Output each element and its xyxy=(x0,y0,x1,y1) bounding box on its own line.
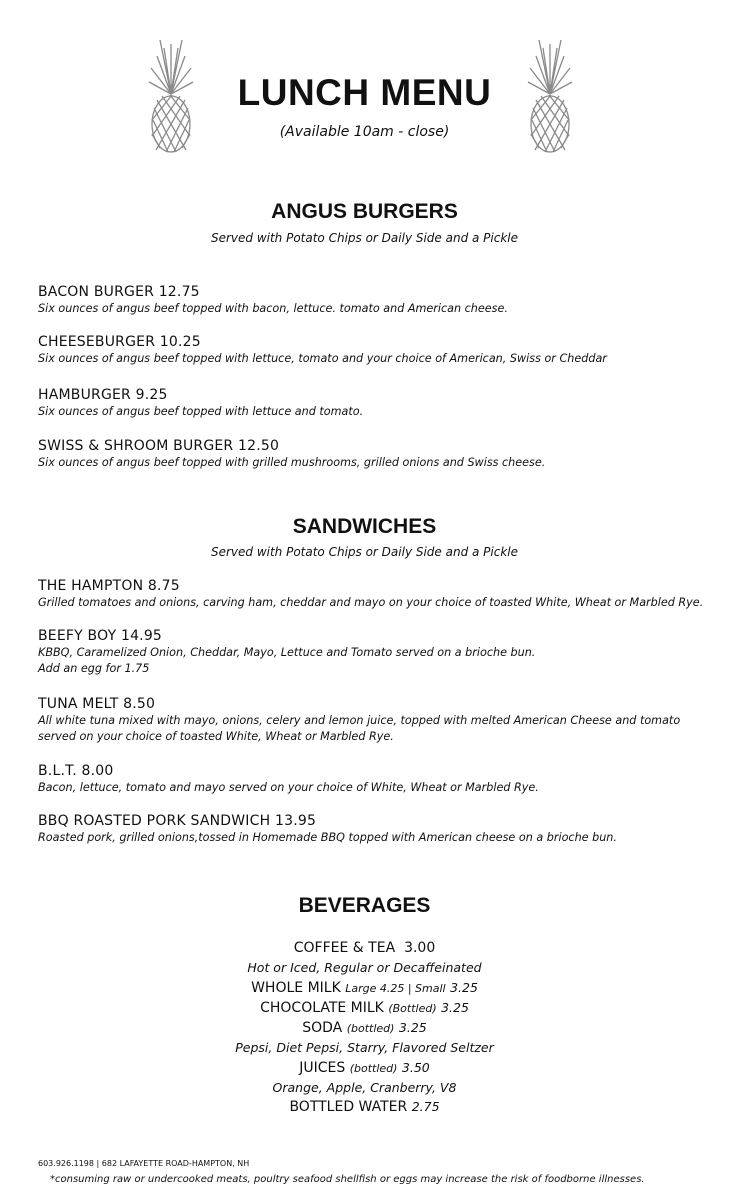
page-title: LUNCH MENU xyxy=(237,72,492,113)
item-description: Six ounces of angus beef topped with lettuce and tomato. xyxy=(38,405,364,418)
item-name: BBQ ROASTED PORK SANDWICH 13.95 xyxy=(38,813,317,829)
beverage-whole-milk xyxy=(0,978,729,998)
menu-item-beefy-boy xyxy=(38,627,718,677)
item-name: BEEFY BOY 14.95 xyxy=(38,628,163,644)
beverages-section-title: BEVERAGES xyxy=(298,894,431,917)
beverage-description: Hot or Iced, Regular or Decaffeinated xyxy=(247,960,482,976)
item-name: HAMBURGER 9.25 xyxy=(38,387,168,403)
item-description-continued: served on your choice of toasted White, Wheat or Marbled Rye. xyxy=(38,730,394,743)
item-description: Six ounces of angus beef topped with bacon, lettuce. tomato and American cheese. xyxy=(38,302,508,315)
menu-item-bbq-roasted-pork xyxy=(38,812,718,846)
menu-item-blt xyxy=(38,762,718,796)
menu-item-the-hampton xyxy=(38,577,718,611)
beverage-bottled-water xyxy=(0,1097,729,1117)
menu-item-swiss-shroom-burger xyxy=(38,437,718,471)
beverage-name: BOTTLED WATER xyxy=(289,1099,408,1116)
menu-item-bacon-burger xyxy=(38,283,718,317)
item-name: TUNA MELT 8.50 xyxy=(38,696,156,712)
beverage-detail: (bottled) xyxy=(349,1061,398,1075)
item-name: B.L.T. 8.00 xyxy=(38,763,114,779)
item-name: THE HAMPTON 8.75 xyxy=(38,578,180,594)
menu-item-tuna-melt xyxy=(38,695,718,745)
beverage-detail: (Bottled) xyxy=(388,1001,437,1015)
beverage-price: 3.25 xyxy=(398,1020,427,1036)
beverage-list xyxy=(0,939,729,1118)
item-description: KBBQ, Caramelized Onion, Cheddar, Mayo, Lettuce and Tomato served on a brioche bun. xyxy=(38,646,536,659)
item-description: Grilled tomatoes and onions, carving ham, cheddar and mayo on your choice of toasted White, Wheat or Marbled Rye. xyxy=(38,596,704,609)
item-name: SWISS & SHROOM BURGER 12.50 xyxy=(38,438,280,454)
beverage-detail: (bottled) xyxy=(346,1022,395,1036)
item-description: All white tuna mixed with mayo, onions, celery and lemon juice, topped with melted American Cheese and tomato xyxy=(38,714,681,727)
beverage-price: 3.00 xyxy=(404,940,436,956)
beverage-name: JUICES xyxy=(299,1059,346,1076)
footer-food-safety-note: *consuming raw or undercooked meats, poultry seafood shellfish or eggs may increase the risk of foodborne illnesses. xyxy=(50,1174,645,1185)
beverage-coffee-tea xyxy=(0,939,729,958)
menu-item-hamburger xyxy=(38,386,718,420)
beverage-name: CHOCOLATE MILK xyxy=(260,999,384,1016)
beverage-soda xyxy=(0,1018,729,1038)
item-description: Six ounces of angus beef topped with grilled mushrooms, grilled onions and Swiss cheese. xyxy=(38,456,546,469)
burgers-section-subtitle: Served with Potato Chips or Daily Side and a Pickle xyxy=(210,231,519,245)
beverage-chocolate-milk xyxy=(0,998,729,1018)
beverage-name: WHOLE MILK xyxy=(251,979,341,996)
sandwiches-section-title: SANDWICHES xyxy=(292,515,437,538)
beverage-price: 2.75 xyxy=(411,1099,440,1115)
beverage-price: 3.50 xyxy=(401,1059,430,1075)
item-description: Six ounces of angus beef topped with lettuce, tomato and your choice of American, Swiss or Cheddar xyxy=(38,352,607,365)
beverage-price: 3.25 xyxy=(441,999,469,1015)
beverage-description: Pepsi, Diet Pepsi, Starry, Flavored Seltzer xyxy=(235,1040,494,1056)
beverage-price: 3.25 xyxy=(450,979,478,995)
availability-note: (Available 10am - close) xyxy=(279,124,450,140)
beverage-juices xyxy=(0,1058,729,1078)
item-name: BACON BURGER 12.75 xyxy=(38,284,200,300)
item-addon: Add an egg for 1.75 xyxy=(38,662,150,675)
burgers-section-title: ANGUS BURGERS xyxy=(271,200,458,223)
item-name: CHEESEBURGER 10.25 xyxy=(38,334,201,350)
beverage-size-detail: Large 4.25 | Small xyxy=(345,981,446,995)
item-description: Bacon, lettuce, tomato and mayo served on your choice of White, Wheat or Marbled Rye. xyxy=(38,781,539,794)
item-description: Roasted pork, grilled onions,tossed in Homemade BBQ topped with American cheese on a brioche bun. xyxy=(38,831,617,844)
sandwiches-section-subtitle: Served with Potato Chips or Daily Side and a Pickle xyxy=(210,545,519,559)
footer-address: 603.926.1198 | 682 LAFAYETTE ROAD-HAMPTON, NH xyxy=(38,1159,250,1168)
beverage-description: Orange, Apple, Cranberry, V8 xyxy=(272,1080,457,1096)
beverage-name: SODA xyxy=(302,1020,343,1037)
beverage-name: COFFEE & TEA xyxy=(293,940,396,956)
menu-item-cheeseburger xyxy=(38,333,718,367)
